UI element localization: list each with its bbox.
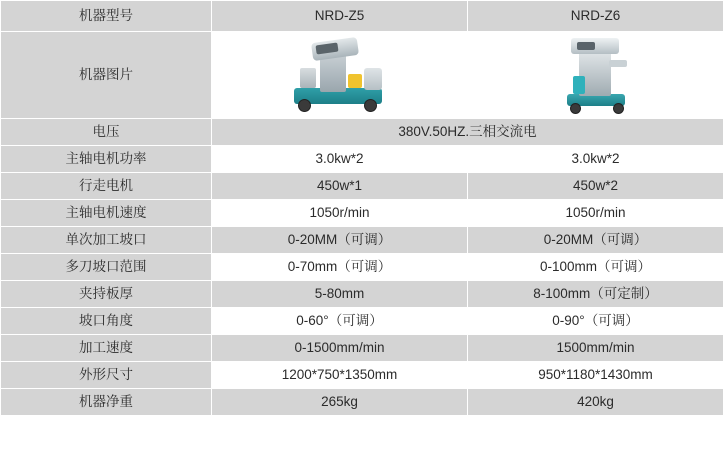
row-value-z6: 450w*2 (468, 173, 723, 200)
row-label: 主轴电机速度 (1, 200, 212, 227)
table-row (1, 200, 723, 227)
table-row-voltage (1, 119, 723, 146)
row-label-voltage: 电压 (1, 119, 212, 146)
row-value-z6: 0-20MM（可调） (468, 227, 723, 254)
beveling-machine-z5-illustration (212, 32, 467, 118)
row-label: 坡口角度 (1, 308, 212, 335)
row-value-z5: 3.0kw*2 (212, 146, 468, 173)
row-value-z6: 0-90°（可调） (468, 308, 723, 335)
table-header-row (1, 1, 723, 32)
table-row (1, 308, 723, 335)
beveling-machine-z6-illustration (468, 32, 723, 118)
row-value-z5: 0-1500mm/min (212, 335, 468, 362)
row-value-z5: 5-80mm (212, 281, 468, 308)
header-cell-model: 机器型号 (1, 1, 212, 32)
row-value-z5: 0-20MM（可调） (212, 227, 468, 254)
table-row (1, 173, 723, 200)
row-value-voltage: 380V.50HZ.三相交流电 (212, 119, 723, 146)
row-label: 加工速度 (1, 335, 212, 362)
row-value-z6: 0-100mm（可调） (468, 254, 723, 281)
machine-image-z5 (212, 32, 468, 119)
table-row (1, 362, 723, 389)
row-label: 行走电机 (1, 173, 212, 200)
table-row (1, 335, 723, 362)
row-label: 主轴电机功率 (1, 146, 212, 173)
row-value-z6: 950*1180*1430mm (468, 362, 723, 389)
table-row-images (1, 32, 723, 119)
row-value-z5: 450w*1 (212, 173, 468, 200)
table-row (1, 146, 723, 173)
table-row (1, 389, 723, 416)
row-value-z6: 1500mm/min (468, 335, 723, 362)
header-cell-z5: NRD-Z5 (212, 1, 468, 32)
row-value-z6: 3.0kw*2 (468, 146, 723, 173)
table-row (1, 281, 723, 308)
row-value-z6: 1050r/min (468, 200, 723, 227)
row-value-z5: 1050r/min (212, 200, 468, 227)
row-value-z5: 0-60°（可调） (212, 308, 468, 335)
row-value-z5: 265kg (212, 389, 468, 416)
row-value-z6: 420kg (468, 389, 723, 416)
row-label-machine-image: 机器图片 (1, 32, 212, 119)
row-label: 多刀坡口范围 (1, 254, 212, 281)
table-row (1, 227, 723, 254)
row-label: 单次加工坡口 (1, 227, 212, 254)
row-label: 外形尺寸 (1, 362, 212, 389)
row-value-z5: 1200*750*1350mm (212, 362, 468, 389)
row-value-z5: 0-70mm（可调） (212, 254, 468, 281)
table-row (1, 254, 723, 281)
row-label: 夹持板厚 (1, 281, 212, 308)
header-cell-z6: NRD-Z6 (468, 1, 723, 32)
row-value-z6: 8-100mm（可定制） (468, 281, 723, 308)
machine-image-z6 (468, 32, 723, 119)
row-label: 机器净重 (1, 389, 212, 416)
